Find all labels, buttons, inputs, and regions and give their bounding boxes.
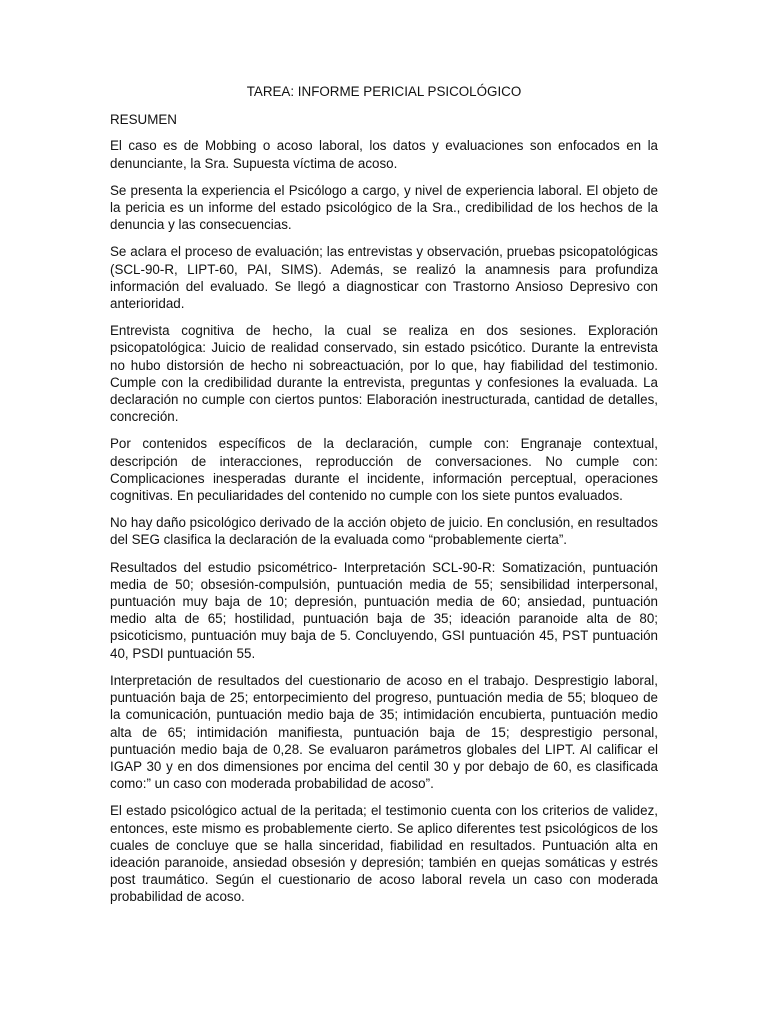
paragraph-5: Por contenidos específicos de la declaración, cumple con: Engranaje contextual, descripción de interacciones, reproducción de conversaciones. No cumple con: Complicaciones inesperadas durante el incidente, información perceptual, operaciones cognitivas. En peculiaridades del contenido no cumple con los siete puntos evaluados. [110, 436, 658, 504]
paragraph-8: Interpretación de resultados del cuestionario de acoso en el trabajo. Desprestigio laboral, puntuación baja de 25; entorpecimiento del progreso, puntuación media de 55; bloqueo de la comunicación, puntuación medio baja de 35; intimidación encubierta, puntuación medio alta de 65; intimidación manifiesta, puntuación baja de 15; desprestigio personal, puntuación medio baja de 0,28. Se evaluaron parámetros globales del LIPT. Al calificar el IGAP 30 y en dos dimensiones por encima del centil 30 y por debajo de 60, es clasificada como:” un caso con moderada probabilidad de acoso”. [110, 672, 658, 792]
paragraph-7: Resultados del estudio psicométrico- Interpretación SCL-90-R: Somatización, puntuación media de 50; obsesión-compulsión, puntuación media de 55; sensibilidad interpersonal, puntuación muy baja de 10; depresión, puntuación media de 60; ansiedad, puntuación medio alta de 65; hostilidad, puntuación baja de 35; ideación paranoide alta de 80; psicoticismo, puntuación muy baja de 5. Concluyendo, GSI puntuación 45, PST puntuación 40, PSDI puntuación 55. [110, 559, 658, 661]
document-title: TAREA: INFORME PERICIAL PSICOLÓGICO [246, 84, 522, 99]
paragraph-6: No hay daño psicológico derivado de la acción objeto de juicio. En conclusión, en resultados del SEG clasifica la declaración de la evaluada como “probablemente cierta”. [110, 515, 658, 548]
paragraph-3: Se aclara el proceso de evaluación; las entrevistas y observación, pruebas psicopatológicas (SCL-90-R, LIPT-60, PAI, SIMS). Además, se realizó la anamnesis para profundiza información del evaluado. Se llegó a diagnosticar con Trastorno Ansioso Depresivo con anterioridad. [110, 244, 658, 312]
paragraph-4: Entrevista cognitiva de hecho, la cual se realiza en dos sesiones. Exploración psicopatológica: Juicio de realidad conservado, sin estado psicótico. Durante la entrevista no hubo distorsión de hecho ni sobreactuación, por lo que, hay fiabilidad del testimonio. Cumple con la credibilidad durante la entrevista, preguntas y confesiones la evaluada. La declaración no cumple con ciertos puntos: Elaboración inestructurada, cantidad de detalles, concreción. [110, 323, 658, 425]
section-heading-resumen: RESUMEN [110, 112, 177, 128]
paragraph-2: Se presenta la experiencia el Psicólogo a cargo, y nivel de experiencia laboral. El objeto de la pericia es un informe del estado psicológico de la Sra., credibilidad de los hechos de la denuncia y las consecuencias. [110, 182, 658, 233]
paragraph-1: El caso es de Mobbing o acoso laboral, los datos y evaluaciones son enfocados en la denunciante, la Sra. Supuesta víctima de acoso. [110, 138, 658, 171]
paragraph-9: El estado psicológico actual de la peritada; el testimonio cuenta con los criterios de validez, entonces, este mismo es probablemente cierto. Se aplico diferentes test psicológicos de los cuales de concluye que se halla sinceridad, fiabilidad en resultados. Puntuación alta en ideación paranoide, ansiedad obsesión y depresión; también en quejas somáticas y estrés post traumático. Según el cuestionario de acoso laboral revela un caso con moderada probabilidad de acoso. [110, 803, 658, 905]
document-page [110, 83, 658, 916]
